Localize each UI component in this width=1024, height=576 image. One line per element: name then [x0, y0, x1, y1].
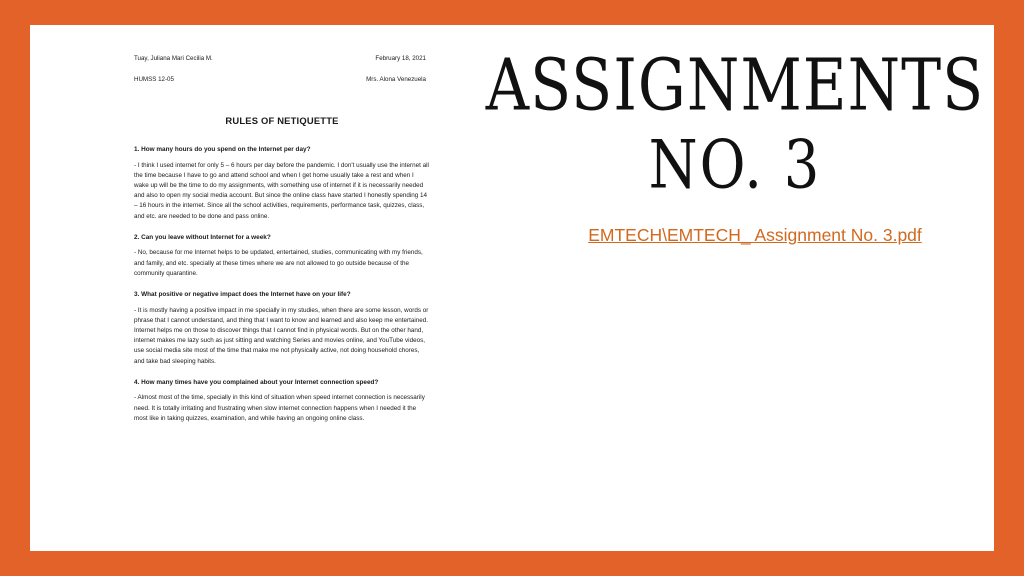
attached-file-link[interactable]: EMTECH\EMTECH_ Assignment No. 3.pdf [588, 225, 922, 245]
answer-3: - It is mostly having a positive impact in me specially in my studies, when there are some lesson, words or phrase that I cannot understand, and thing that I want to know and learned and also keep me entertained. Internet helps me on those to discover things that I cannot find in physical words. But on the other hand, internet makes me lazy such as just sitting and watching Series and movies online, and YouTube videos, use social media site most of the time that make me not physically active, not doing household chores, and take bad sleeping habits. [134, 306, 429, 365]
slide-title-line-1: ASSIGNMENTS [485, 44, 985, 128]
teacher-name: Mrs. Alona Venezuela [366, 76, 426, 84]
question-3: 3. What positive or negative impact does the Internet have on your life? [134, 290, 351, 298]
student-section: HUMSS 12-05 [134, 76, 174, 84]
slide-content-area [30, 25, 994, 551]
question-1: 1. How many hours do you spend on the Internet per day? [134, 146, 311, 153]
document-preview-image[interactable] [134, 55, 430, 515]
document-header [134, 55, 430, 101]
answer-4: - Almost most of the time, specially in this kind of situation when speed internet connection is necessarily need. It is totally irritating and frustrating when slow internet connection happens when I needed it the most like in taking quizzes, examination, and while having an ongoing online class. [134, 394, 425, 422]
slide-title-block [470, 44, 1000, 205]
document-title: RULES OF NETIQUETTE [225, 115, 339, 126]
slide-title-line-2: NO. 3 [648, 127, 822, 205]
document-date: February 18, 2021 [375, 55, 426, 62]
answer-2: - No, because for me Internet helps to be updated, entertained, studies, communicating with my friends, and family, and etc. specially at these times where we are not allowed to go outside because of the community quarantine. [134, 249, 423, 277]
answer-1: - I think I used internet for only 5 – 6 hours per day before the pandemic. I don't usually use the internet all the time because I have to go and attend school and when I get home usually take a rest and when I wake up will be the time to do my assignments, with something use of internet if it is necessarily needed and also to open my social media account. But since the online class have started I honestly spending 14 – 16 hours in the internet. Since all the school activities, requirements, performance task, quizzes, class, and etc. are needed to be done and pass online. [134, 161, 429, 220]
student-name: Tuay, Juliana Mari Cecilia M. [134, 55, 213, 62]
slide-title [470, 44, 1000, 205]
question-4: 4. How many times have you complained about your Internet connection speed? [134, 378, 379, 386]
question-2: 2. Can you leave without Internet for a week? [134, 233, 271, 241]
